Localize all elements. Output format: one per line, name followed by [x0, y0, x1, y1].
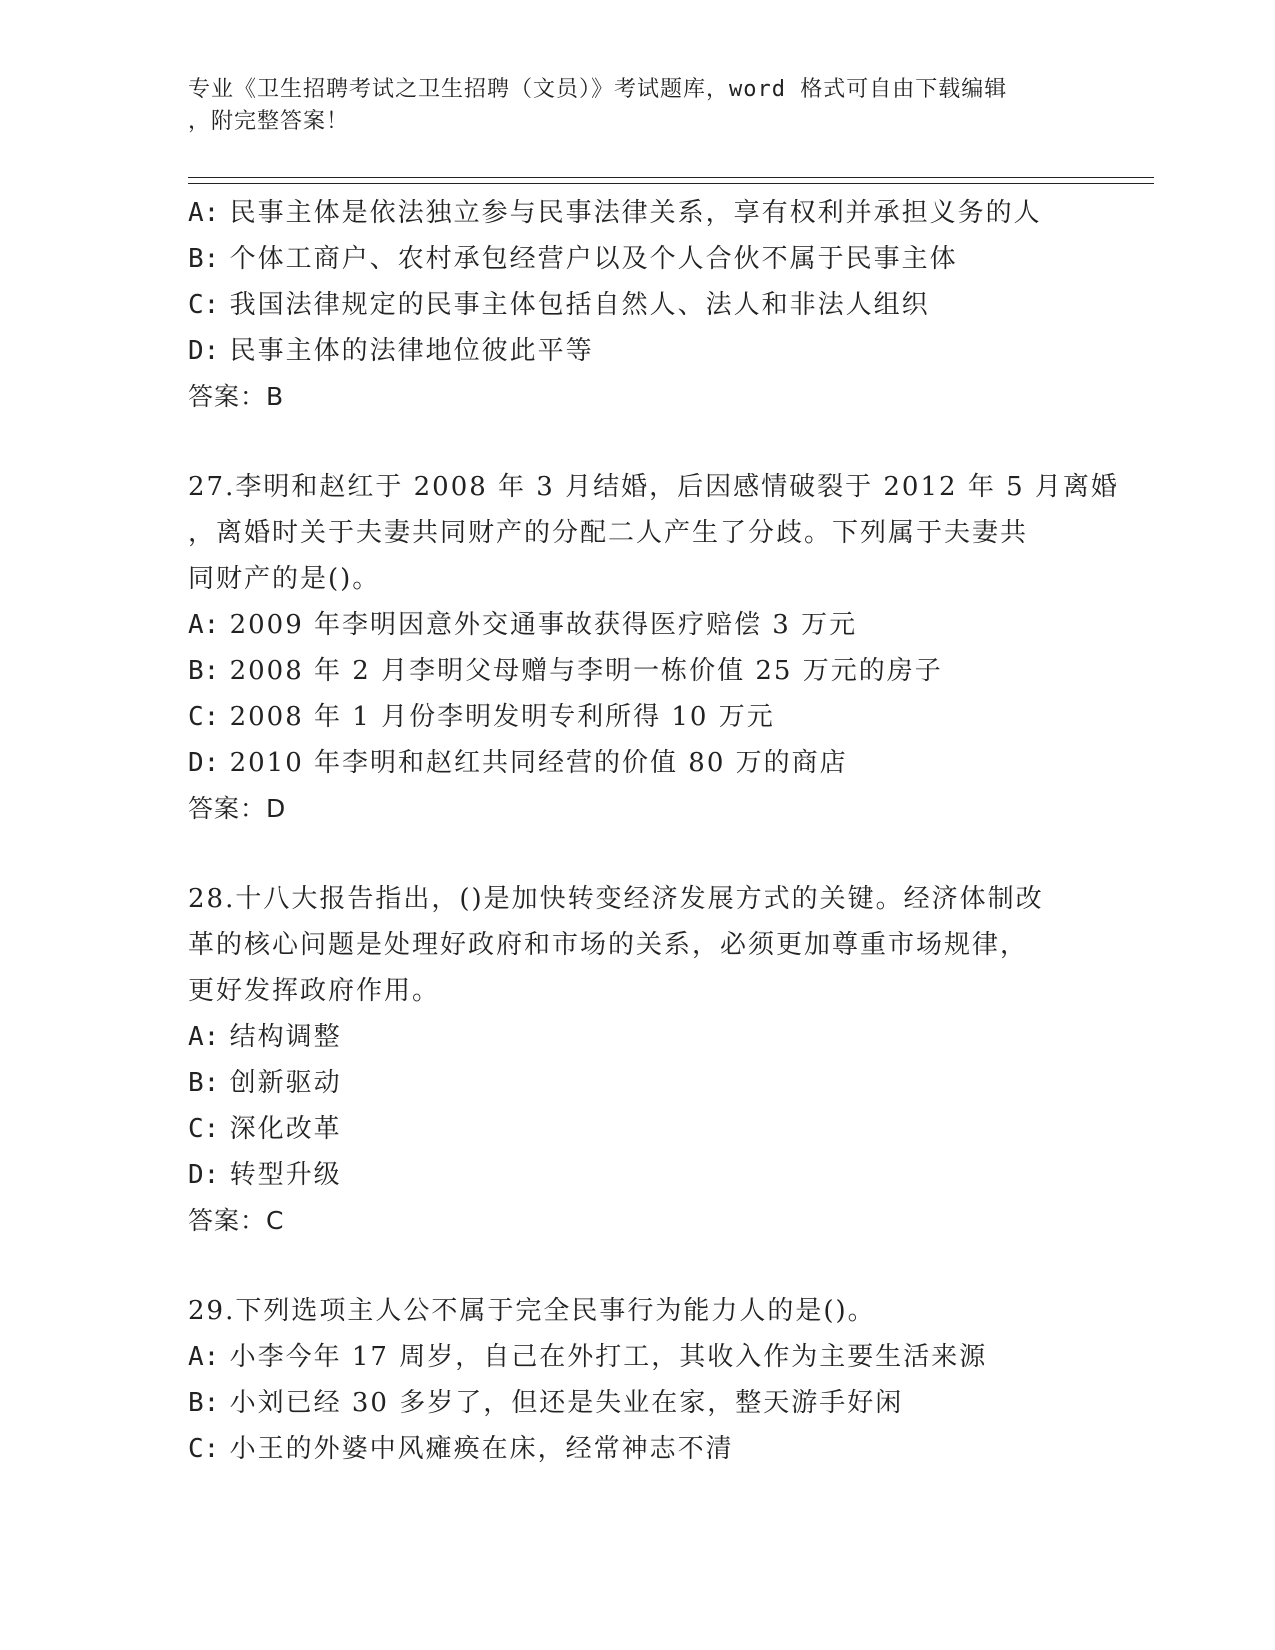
option-a [188, 602, 1148, 648]
option-text: 民事主体的法律地位彼此平等 [229, 336, 594, 366]
option-text: 2008 年 1 月份李明发明专利所得 10 万元 [229, 702, 775, 732]
option-letter: D: [188, 748, 220, 778]
option-c [188, 694, 1148, 740]
answer-line: 答案：B [188, 382, 285, 411]
question-content [188, 190, 1148, 1472]
answer-line: 答案：C [188, 1206, 285, 1235]
option-text: 创新驱动 [229, 1068, 342, 1098]
option-text: 2008 年 2 月李明父母赠与李明一栋价值 25 万元的房子 [229, 656, 943, 686]
option-letter: A: [188, 198, 220, 228]
option-a [188, 190, 1148, 236]
option-letter: C: [188, 1114, 220, 1144]
option-d [188, 1152, 1148, 1198]
option-text: 小王的外婆中风瘫痪在床，经常神志不清 [229, 1434, 734, 1464]
option-letter: B: [188, 244, 220, 274]
header-line-2: ，附完整答案！ [188, 109, 350, 134]
option-letter: B: [188, 1068, 220, 1098]
question-stem-line: 更好发挥政府作用。 [188, 976, 441, 1006]
option-text: 结构调整 [229, 1022, 342, 1052]
option-letter: A: [188, 610, 220, 640]
option-a [188, 1334, 1148, 1380]
option-b [188, 1060, 1148, 1106]
option-d [188, 328, 1148, 374]
option-text: 2009 年李明因意外交通事故获得医疗赔偿 3 万元 [229, 610, 858, 640]
header-divider-bottom [188, 183, 1154, 184]
question-stem-line: 28.十八大报告指出，()是加快转变经济发展方式的关键。经济体制改 [188, 884, 1044, 914]
option-letter: C: [188, 1434, 220, 1464]
option-letter: C: [188, 702, 220, 732]
document-header [188, 74, 1068, 138]
option-letter: D: [188, 1160, 220, 1190]
question-26-continued [188, 190, 1148, 420]
answer-line: 答案：D [188, 794, 287, 823]
option-text: 小刘已经 30 多岁了，但还是失业在家，整天游手好闲 [229, 1388, 904, 1418]
option-text: 个体工商户、农村承包经营户以及个人合伙不属于民事主体 [229, 244, 958, 274]
option-letter: A: [188, 1342, 220, 1372]
question-27 [188, 464, 1148, 832]
question-stem-line: 29.下列选项主人公不属于完全民事行为能力人的是()。 [188, 1296, 876, 1326]
option-d [188, 740, 1148, 786]
question-28 [188, 876, 1148, 1244]
question-stem-line: 革的核心问题是处理好政府和市场的关系，必须更加尊重市场规律， [188, 930, 1029, 960]
spacer [188, 420, 1148, 464]
option-text: 转型升级 [229, 1160, 342, 1190]
option-text: 深化改革 [229, 1114, 342, 1144]
spacer [188, 1244, 1148, 1288]
option-a [188, 1014, 1148, 1060]
option-letter: A: [188, 1022, 220, 1052]
spacer [188, 832, 1148, 876]
option-b [188, 648, 1148, 694]
question-stem-line: 27.李明和赵红于 2008 年 3 月结婚，后因感情破裂于 2012 年 5 月离婚 [188, 472, 1119, 502]
option-letter: C: [188, 290, 220, 320]
header-line-1: 专业《卫生招聘考试之卫生招聘（文员）》考试题库，word 格式可自由下载编辑 [188, 77, 1008, 102]
option-text: 小李今年 17 周岁，自己在外打工，其收入作为主要生活来源 [229, 1342, 988, 1372]
question-stem-line: ，离婚时关于夫妻共同财产的分配二人产生了分歧。下列属于夫妻共 [188, 518, 1029, 548]
option-letter: B: [188, 656, 220, 686]
option-c [188, 282, 1148, 328]
header-divider-top [188, 177, 1154, 178]
option-letter: B: [188, 1388, 220, 1418]
option-text: 我国法律规定的民事主体包括自然人、法人和非法人组织 [229, 290, 930, 320]
option-b [188, 236, 1148, 282]
option-c [188, 1106, 1148, 1152]
option-text: 2010 年李明和赵红共同经营的价值 80 万的商店 [229, 748, 848, 778]
option-text: 民事主体是依法独立参与民事法律关系，享有权利并承担义务的人 [229, 198, 1042, 228]
question-stem-line: 同财产的是()。 [188, 564, 381, 594]
option-b [188, 1380, 1148, 1426]
question-29 [188, 1288, 1148, 1472]
option-c [188, 1426, 1148, 1472]
option-letter: D: [188, 336, 220, 366]
